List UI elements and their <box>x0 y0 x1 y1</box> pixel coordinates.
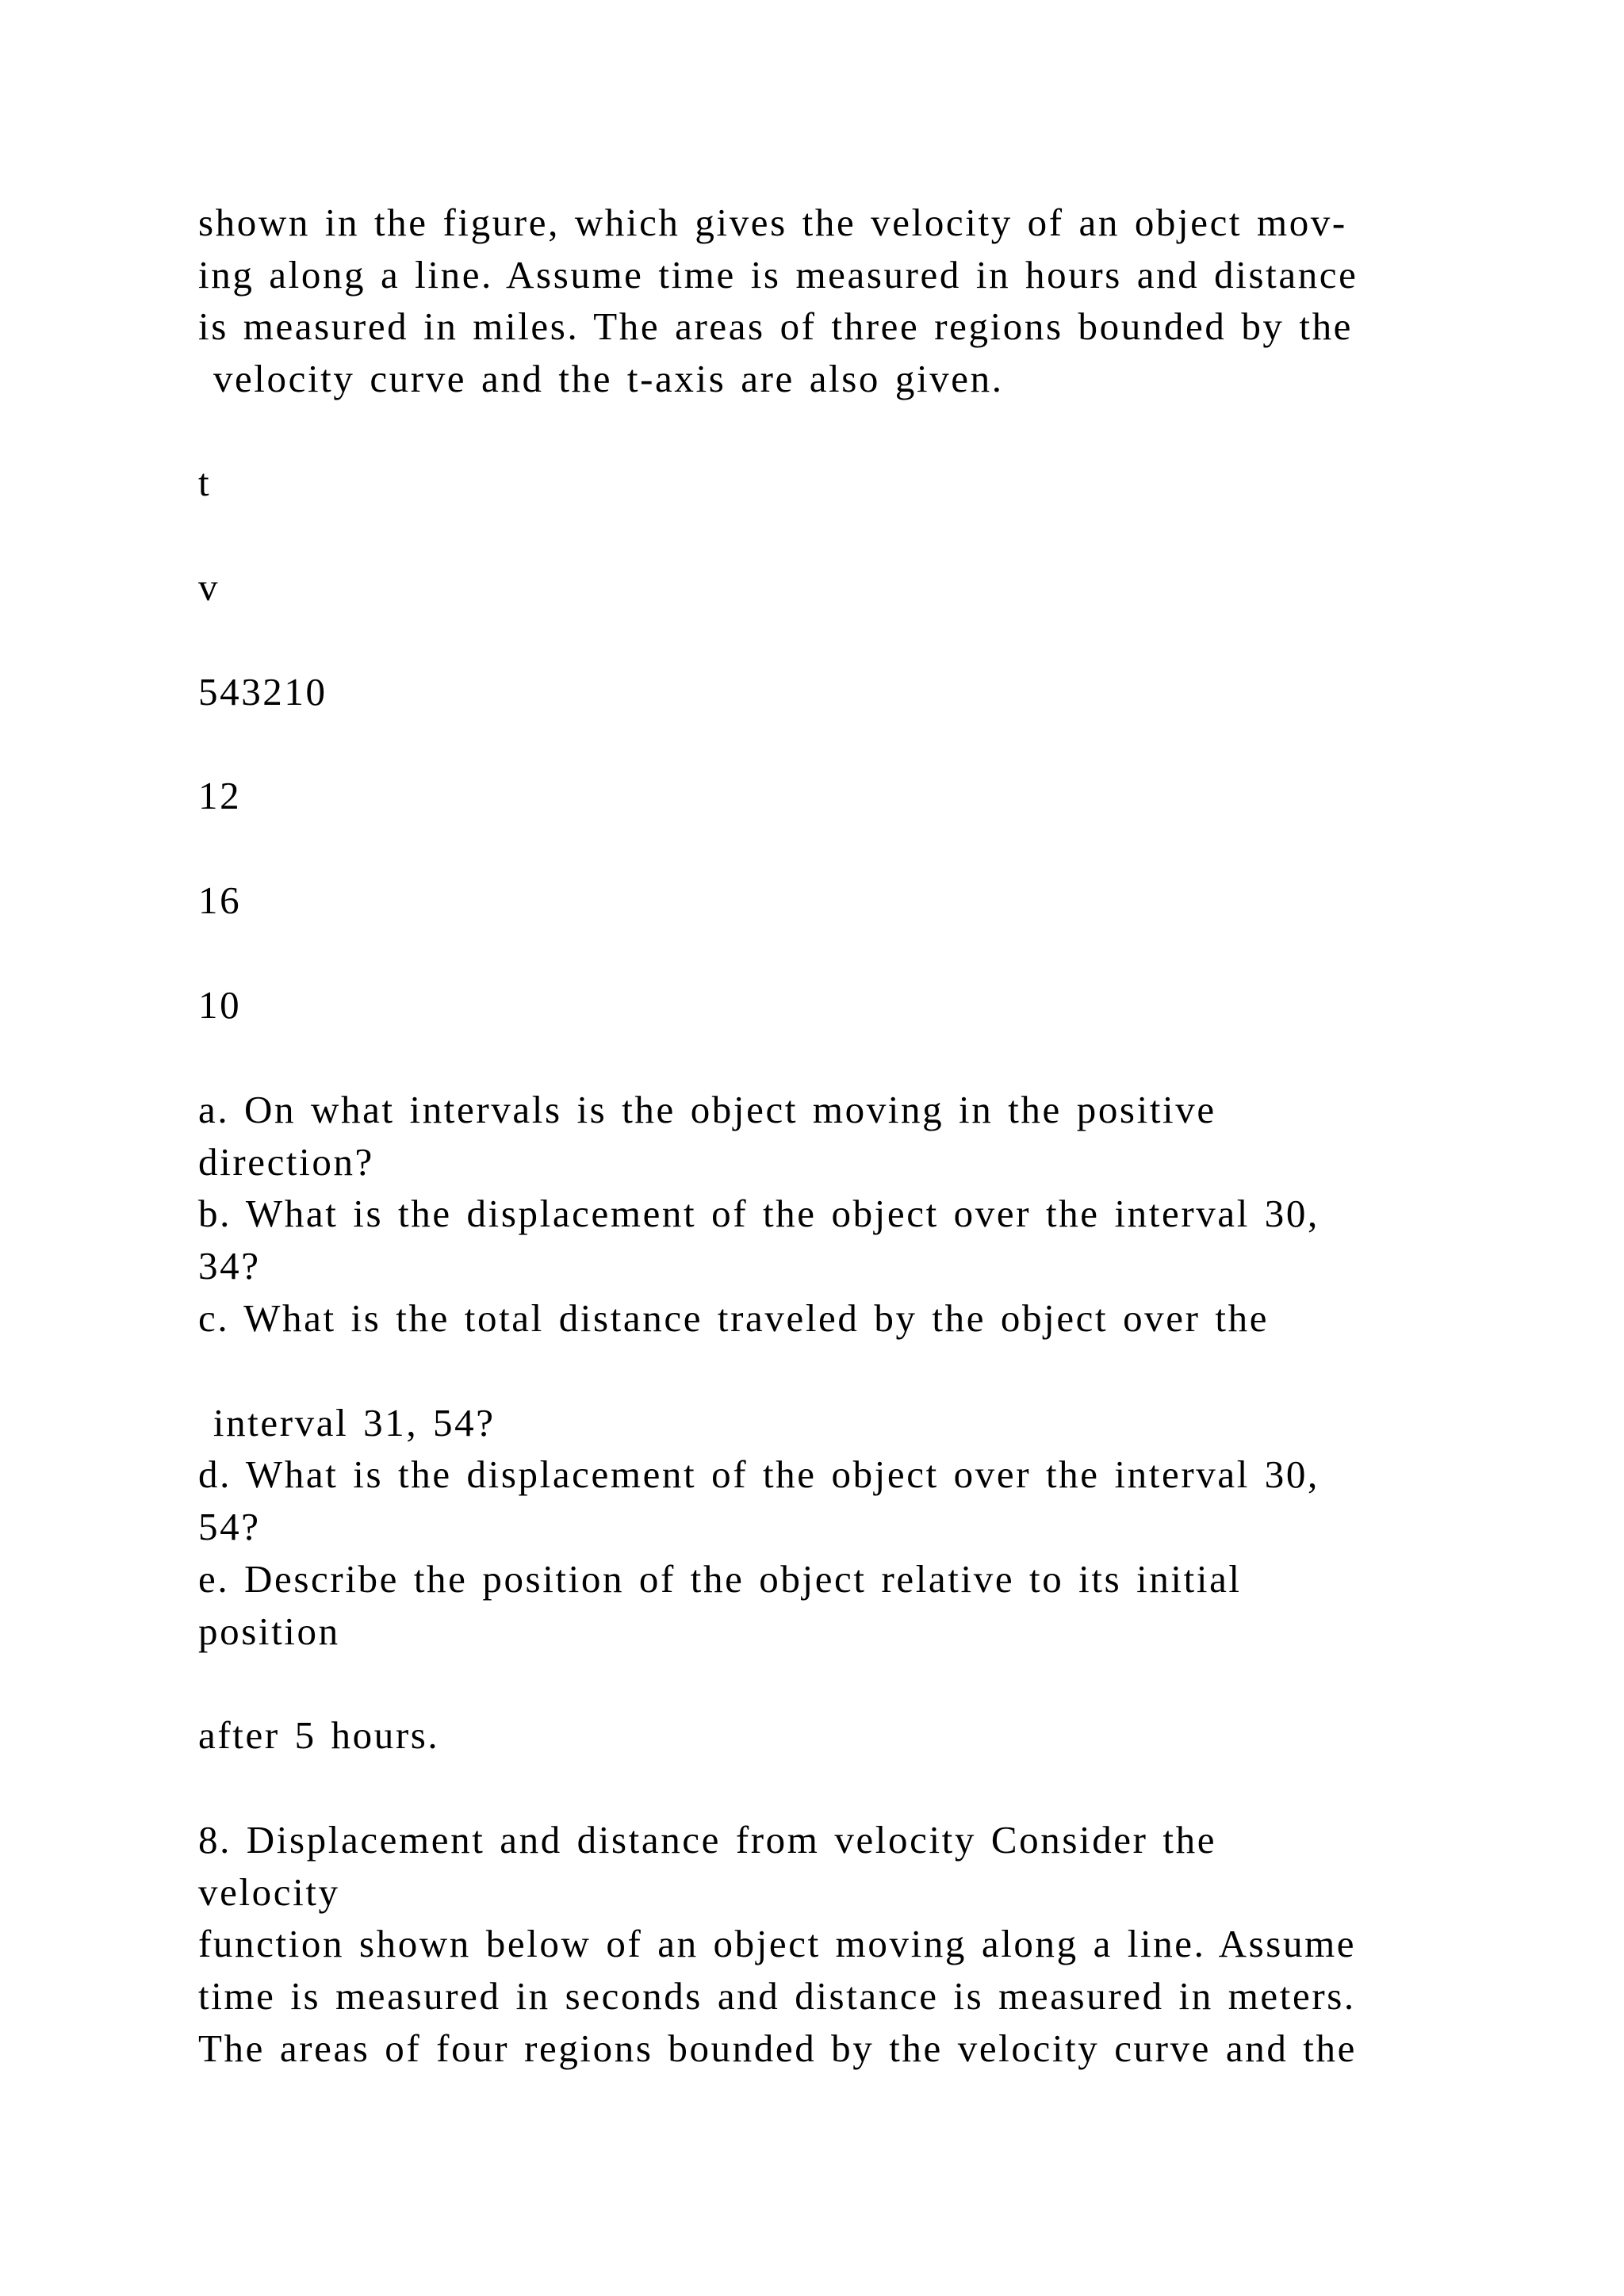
text-line: velocity curve and the t-axis are also given. <box>198 357 1004 400</box>
figure-tick-labels: 543210 <box>198 670 327 714</box>
question-e: e. Describe the position of the object relative to its initial <box>198 1557 1242 1601</box>
text-line: velocity <box>198 1870 340 1914</box>
text-line: after 5 hours. <box>198 1713 440 1757</box>
figure-area-label: 10 <box>198 983 242 1027</box>
question-a: a. On what intervals is the object moving in the positive <box>198 1088 1216 1131</box>
text-line: is measured in miles. The areas of three regions bounded by the <box>198 304 1354 348</box>
problem-8-heading: 8. Displacement and distance from velocity Consider the <box>198 1818 1217 1862</box>
text-line: 34? <box>198 1244 261 1288</box>
text-line: position <box>198 1609 340 1653</box>
figure-area-label: 16 <box>198 878 242 922</box>
text-line: function shown below of an object moving along a line. Assume <box>198 1922 1357 1965</box>
question-c: c. What is the total distance traveled by the object over the <box>198 1296 1270 1340</box>
question-b: b. What is the displacement of the object over the interval 30, <box>198 1192 1320 1235</box>
figure-label-t: t <box>198 461 212 504</box>
text-line: time is measured in seconds and distance is measured in meters. <box>198 1974 1356 2018</box>
text-line: interval 31, 54? <box>198 1401 496 1445</box>
text-line: direction? <box>198 1140 374 1184</box>
question-d: d. What is the displacement of the object over the interval 30, <box>198 1452 1320 1496</box>
text-line: The areas of four regions bounded by the velocity curve and the <box>198 2026 1357 2070</box>
text-line: 54? <box>198 1505 261 1548</box>
text-line: shown in the figure, which gives the velocity of an object mov- <box>198 201 1347 244</box>
figure-area-label: 12 <box>198 774 242 817</box>
text-line: ing along a line. Assume time is measured in hours and distance <box>198 253 1358 297</box>
figure-label-v: v <box>198 565 220 609</box>
